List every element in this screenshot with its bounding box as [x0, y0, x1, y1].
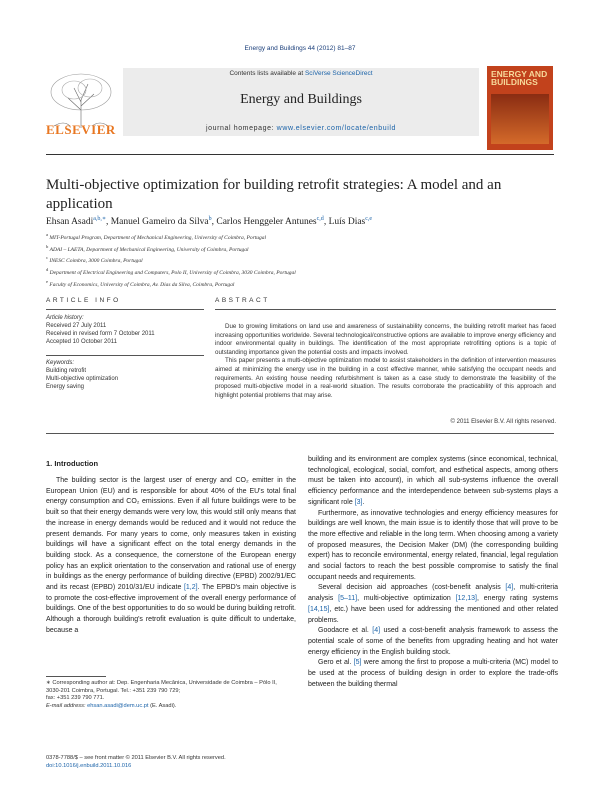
affiliation-sup: e: [46, 278, 49, 284]
journal-cover: [487, 66, 553, 150]
paragraph-text: The building sector is the largest user of energy and CO₂ emitter in the European Union (EU) and is responsible for about 40% of the EU's total final energy consumption and CO₂ emissions. Even if all future buildings were to be built so that their energy demands were very low, this would still only means that the increase in energy demands would be reduced and it would not reduce the present demands. For many years to come, only measures taken in existing buildings will have a significant effect on the total energy demands in the building stock. As a consequence, the cornerstone of the European energy policy has an explicit orientation to the conservation and rational use of energy in buildings as the energy performance of building directive (EPBD) 2002/91/EC and its recast (EPBD) 2010/31/EU indicate: [46, 477, 296, 592]
author-list: Ehsan Asadi$^{a,b,∗}$, Manuel Gameiro da Silva$^b$, Carlos Henggeler Antunes$^{c,d}$, Luís Dias$^{c,e}$: [46, 216, 373, 228]
affiliation-sup: b: [46, 243, 49, 249]
citation-link[interactable]: [5–11]: [338, 595, 358, 603]
keyword-item: Energy saving: [46, 384, 85, 390]
paragraph-text: , etc.) have been used for addressing the mentioned and other related problems.: [308, 605, 558, 624]
page-footer: [46, 754, 291, 770]
affiliation-text: MIT-Portugal Program, Department of Mechanical Engineering, University of Coimbra, Portugal: [49, 234, 267, 241]
body-paragraph: [308, 583, 558, 626]
journal-citation: Energy and Buildings 44 (2012) 81–87: [244, 45, 356, 52]
affiliation-text: INESC Coimbra, 3000 Coimbra, Portugal: [49, 258, 143, 265]
footnote-rule: [46, 676, 106, 677]
paragraph-text: used a cost-benefit analysis framework to assess the potential scale of some of the benefits from upgrading heating and hot water energy efficiency in the English building stock.: [308, 627, 558, 656]
elsevier-tree-logo: [44, 70, 118, 130]
affiliation-item: [46, 231, 556, 243]
article-history: [46, 314, 204, 346]
paragraph-text: , multi-criteria analysis: [308, 584, 558, 603]
affiliations: [46, 231, 556, 290]
publisher-name: ELSEVIER: [46, 122, 116, 137]
received-date: Received 27 July 2011: [46, 323, 107, 329]
abstract-body: [215, 323, 556, 400]
author-name: Ehsan Asadi: [46, 217, 94, 228]
article-info-heading: ARTICLE INFO: [46, 297, 121, 304]
citation-link[interactable]: [5]: [353, 659, 362, 667]
author-sup[interactable]: a,b,∗: [93, 216, 106, 222]
affiliation-text: Department of Electrical Engineering and Computers, Polo II, University of Coimbra, 3030 Coimbra, Portugal: [49, 270, 296, 277]
body-paragraph: building and its environment are complex systems (since economical, technical, technological, ecological, social, comfort, and esthetical aspects, among others must be taken into account), in which all sub-systems influence the overall efficiency performance and the interdependence between sub-systems plays a significant role [3].: [308, 456, 558, 506]
abstract-paragraph: This paper presents a multi-objective optimization model to assist stakeholders in the definition of intervention measures aimed at minimizing the energy use in the building in a cost effective manner, while satisfying the occupant needs and requirements. An existing house needing refurbishment is taken as a case study to demonstrate the feasibility of the proposed multi-objective model in a real-world situation. The results corroborate the practicability of this approach and highlight potential problems that may arise.: [215, 357, 556, 399]
email-label: E-mail address:: [46, 702, 88, 709]
paragraph-text: , energy rating systems: [477, 595, 559, 603]
affiliation-item: [46, 243, 556, 255]
footnote: [46, 680, 291, 710]
homepage-link[interactable]: www.elsevier.com/locate/enbuild: [276, 125, 397, 132]
journal-homepage: [123, 125, 479, 132]
paragraph-text: Goodacre et al.: [318, 627, 373, 635]
author-name: Luís Dias: [328, 217, 366, 228]
abstract-rule: [215, 309, 556, 310]
info-rule: [46, 309, 204, 310]
keywords: [46, 359, 204, 391]
citation-link[interactable]: [1,2]: [183, 584, 198, 592]
abstract-heading: ABSTRACT: [215, 297, 270, 304]
keywords-rule: [46, 355, 204, 356]
keyword-item: Building retrofit: [46, 368, 87, 374]
abstract-paragraph: Due to growing limitations on land use and awareness of sustainability concerns, the building retrofit market has faced increasing opportunities worldwide. Several technological/constructive options are available to improve energy efficiency and indoor environmental quality in buildings. The identification of the most appropriate retrofitting options is a topic of outstanding importance given the potential costs and impacts involved.: [215, 323, 556, 356]
homepage-prefix: journal homepage:: [205, 125, 277, 132]
affiliation-sup: c: [46, 255, 49, 261]
author-name: Manuel Gameiro da Silva: [110, 217, 209, 228]
paragraph-text: , multi-objective optimization: [357, 595, 456, 603]
body-paragraph: [308, 658, 558, 690]
abstract-bottom-rule: [46, 433, 554, 434]
citation-link[interactable]: [4]: [505, 584, 514, 592]
revised-date: Received in revised form 7 October 2011: [46, 331, 155, 337]
affiliation-sup: d: [46, 267, 49, 273]
author-name: Carlos Henggeler Antunes: [216, 217, 317, 228]
keywords-label: Keywords:: [46, 360, 75, 366]
paragraph-text: building and its environment are complex systems (since economical, technical, technological, ecological, social, comfort, and esthetical aspects, among others must be taken into account), in which all sub-systems influence the overall efficiency performance and the interdependence between sub-systems plays a significant role: [308, 456, 558, 506]
email-suffix: (E. Asadi).: [148, 702, 177, 709]
body-paragraph: [308, 626, 558, 658]
footnote-email: [46, 703, 291, 711]
sciverse-link[interactable]: SciVerse ScienceDirect: [304, 70, 373, 77]
affiliation-sup: a: [46, 232, 49, 237]
doi-link[interactable]: doi:10.1016/j.enbuild.2011.10.016: [46, 763, 132, 769]
affiliation-item: [46, 254, 556, 266]
contents-line: [123, 70, 479, 77]
header-rule: [46, 154, 554, 155]
citation-link[interactable]: [12,13]: [455, 595, 478, 603]
right-column: [308, 455, 558, 690]
keyword-item: Multi-objective optimization: [46, 376, 119, 382]
contents-prefix: Contents lists available at: [229, 70, 305, 77]
section-heading-introduction: 1. Introduction: [46, 459, 99, 468]
email-link[interactable]: ehsan.asadi@dem.uc.pt: [87, 702, 149, 709]
cover-title: ENERGY AND BUILDINGS: [491, 69, 548, 87]
affiliation-item: [46, 266, 556, 278]
history-label: Article history:: [46, 315, 84, 321]
copyright: © 2011 Elsevier B.V. All rights reserved.: [450, 419, 556, 425]
body-paragraph: [46, 476, 296, 637]
author-sup[interactable]: c,d: [316, 216, 324, 222]
citation-link[interactable]: [14,15]: [308, 605, 330, 613]
paragraph-text: . The EPBD's main objective is to promote the cost-effective improvement of the overall energy performance of buildings. One of the best opportunities to do so would be during building retrofit. Although a thorough building's retrofit evaluation is quite difficult to undertake, because a: [46, 584, 296, 634]
footnote-line: fax: +351 239 790 771.: [46, 695, 105, 702]
cover-image: [491, 94, 549, 144]
journal-name: Energy and Buildings: [240, 92, 362, 107]
citation-link[interactable]: [4]: [372, 627, 381, 635]
issn-line: 0378-7788/$ – see front matter © 2011 Elsevier B.V. All rights reserved.: [46, 755, 226, 761]
footnote-line: ∗ Corresponding author at: Dep. Engenharia Mecânica, Universidade de Coimbra – Pólo II, 3030-201 Coimbra, Portugal. Tel.: +351 239 790 729;: [46, 680, 277, 694]
body-paragraph: Furthermore, as innovative technologies and energy efficiency measures for buildings are well known, the main issue is to identify those that will prove to be the more effective and reliable in the long term. When choosing among a variety of proposed measures, the Decision Maker (DM) (the corresponding building expert) has to reconcile environmental, energy related, financial, legal regulation and social factors to reach the best possible compromise to satisfy the final occupant needs and requirements.: [308, 509, 558, 581]
citation-link[interactable]: [3]: [354, 498, 363, 506]
paragraph-text: Several decision aid approaches (cost-benefit analysis: [318, 584, 506, 592]
author-sup[interactable]: c,e: [365, 216, 373, 222]
affiliation-text: ADAI – LAETA, Department of Mechanical Engineering, University of Coimbra, Portugal: [49, 246, 249, 253]
author-sup[interactable]: b: [208, 216, 212, 222]
accepted-date: Accepted 10 October 2011: [46, 339, 117, 345]
affiliation-text: Faculty of Economics, University of Coimbra, Av. Dias da Silva, Coimbra, Portugal: [49, 281, 235, 288]
article-title: Multi-objective optimization for building retrofit strategies: A model and an application: [46, 177, 502, 212]
affiliation-item: [46, 278, 556, 290]
paragraph-text: were among the first to propose a multi-criteria (MC) model to be used at the process of building design in order to explore the trade-offs between the building thermal: [308, 659, 558, 688]
left-column: [46, 476, 296, 637]
paragraph-text: Gero et al.: [318, 659, 354, 667]
